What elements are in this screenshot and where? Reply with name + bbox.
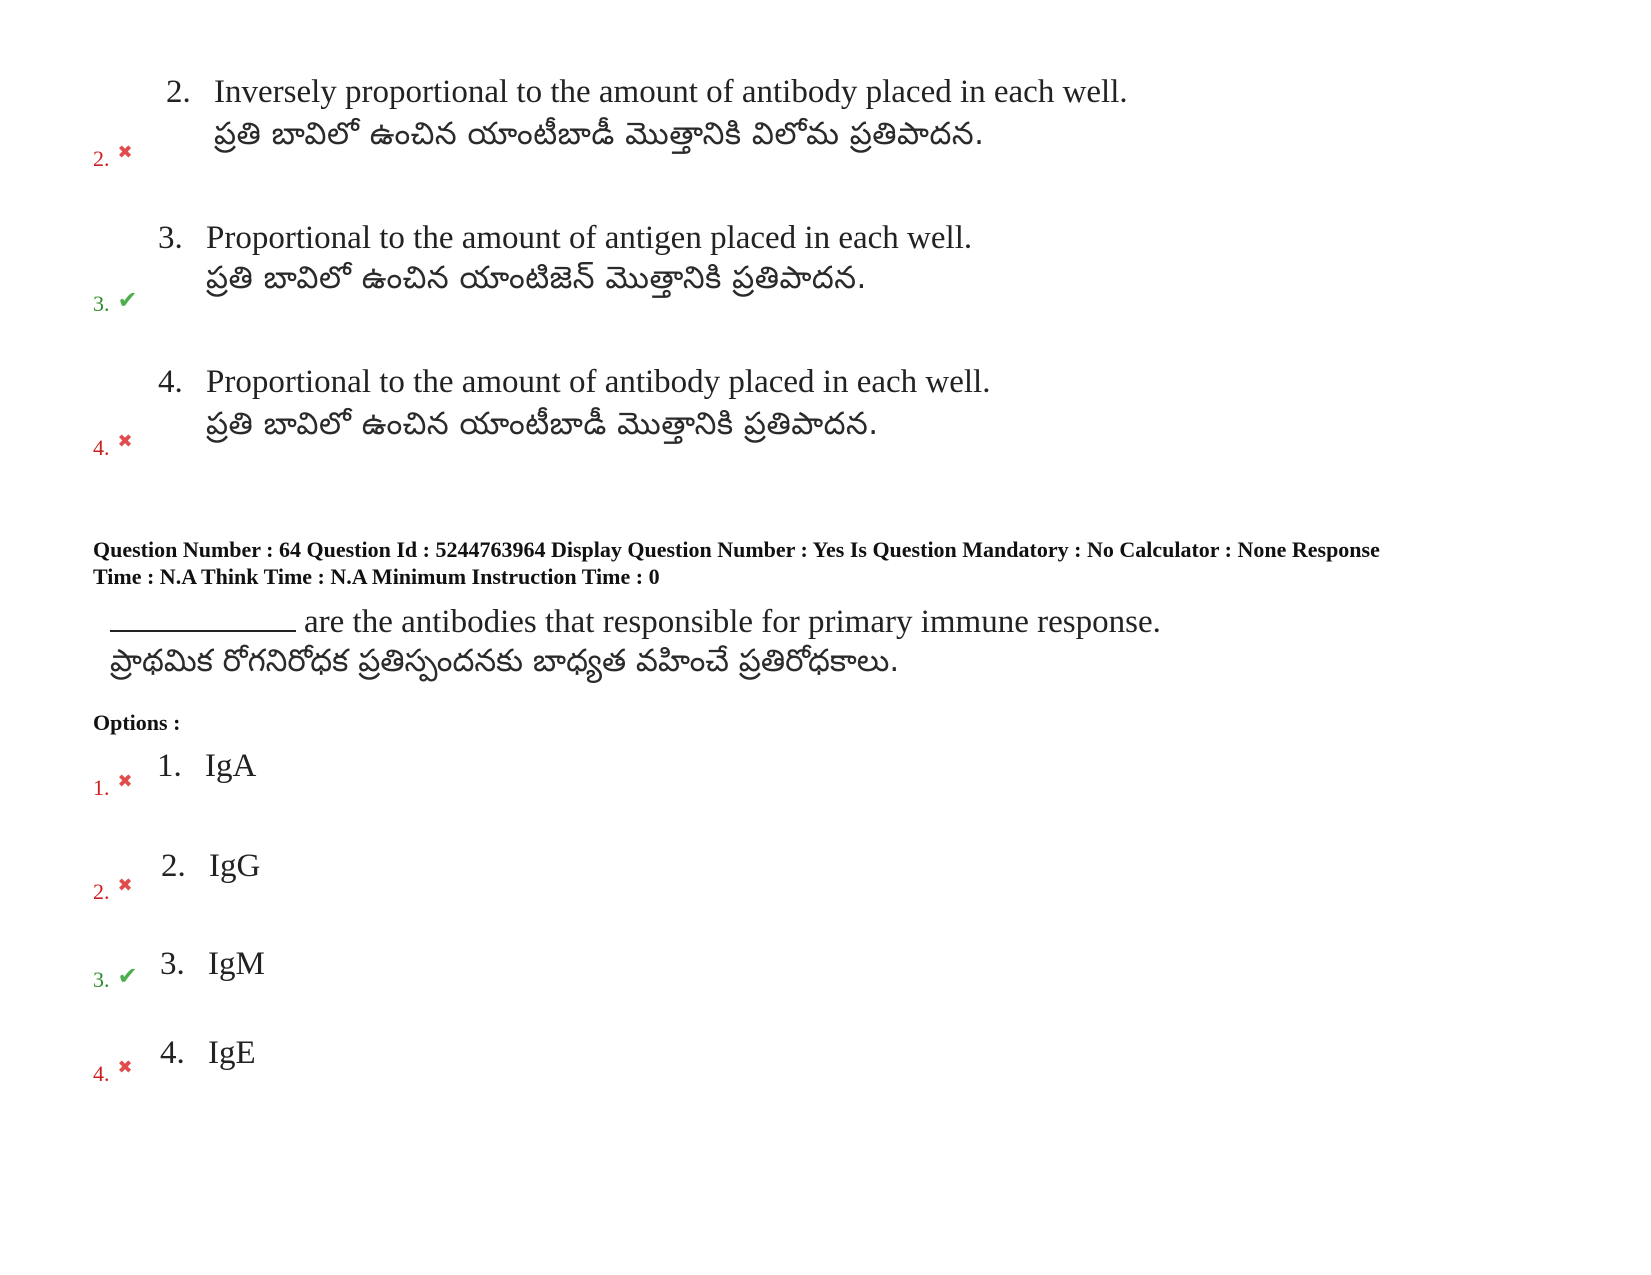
option-number: 4. [160,1035,185,1071]
question-meta [93,536,1593,590]
options-label: Options : [93,710,181,735]
question-meta-line-2: Time : N.A Think Time : N.A Minimum Instruction Time : 0 [93,564,660,589]
option-4-marker [93,1057,133,1086]
option-number: 2. [166,74,191,110]
check-icon: ✔ [117,962,138,990]
question-text-telugu: ప్రాథమిక రోగనిరోధక ప్రతిస్పందనకు బాధ్యత వహించే ప్రతిరోధకాలు. [110,643,900,679]
option-1 [157,746,256,786]
option-number: 3. [158,220,183,256]
question-english: are the antibodies that responsible for primary immune response. [304,604,1161,640]
option-english-text: Inversely proportional to the amount of antibody placed in each well. [214,74,1128,110]
prev-option-4-marker [93,431,133,460]
prev-option-2-english [166,72,1128,112]
cross-icon: ✖ [117,431,133,452]
option-text: IgM [208,946,265,982]
option-4 [160,1033,256,1073]
option-2-marker [93,875,133,904]
prev-option-3-marker [93,286,138,316]
marker-number: 3. [93,967,110,992]
check-icon: ✔ [117,286,138,314]
marker-number: 1. [93,775,110,800]
option-3-marker [93,962,138,992]
option-number: 4. [158,364,183,400]
marker-number: 4. [93,435,110,460]
option-3 [160,944,265,984]
prev-option-2-marker [93,142,133,171]
option-1-marker [93,771,133,800]
fill-in-blank [110,600,296,632]
cross-icon: ✖ [117,1057,133,1078]
option-number: 1. [157,748,182,784]
marker-number: 4. [93,1061,110,1086]
marker-number: 3. [93,291,110,316]
prev-option-3-telugu: ప్రతి బావిలో ఉంచిన యాంటిజెన్ మొత్తానికి ప్రతిపాదన. [206,260,867,296]
option-2 [161,846,260,886]
option-english-text: Proportional to the amount of antigen placed in each well. [206,220,973,256]
option-text: IgG [209,848,261,884]
cross-icon: ✖ [117,771,133,792]
option-english-text: Proportional to the amount of antibody placed in each well. [206,364,991,400]
question-meta-line-1: Question Number : 64 Question Id : 5244763964 Display Question Number : Yes Is Question Mandatory : No Calculator : None Response [93,537,1380,562]
option-number: 2. [161,848,186,884]
marker-number: 2. [93,146,110,171]
prev-option-3-english [158,218,972,258]
prev-option-4-telugu: ప్రతి బావిలో ఉంచిన యాంటీబాడీ మొత్తానికి ప్రతిపాదన. [206,406,879,442]
question-text-english [110,600,1161,642]
option-text: IgE [208,1035,256,1071]
cross-icon: ✖ [117,142,133,163]
option-text: IgA [205,748,257,784]
prev-option-2-telugu: ప్రతి బావిలో ఉంచిన యాంటీబాడీ మొత్తానికి విలోమ ప్రతిపాదన. [214,116,985,152]
cross-icon: ✖ [117,875,133,896]
prev-option-4-english [158,362,990,402]
marker-number: 2. [93,879,110,904]
option-number: 3. [160,946,185,982]
